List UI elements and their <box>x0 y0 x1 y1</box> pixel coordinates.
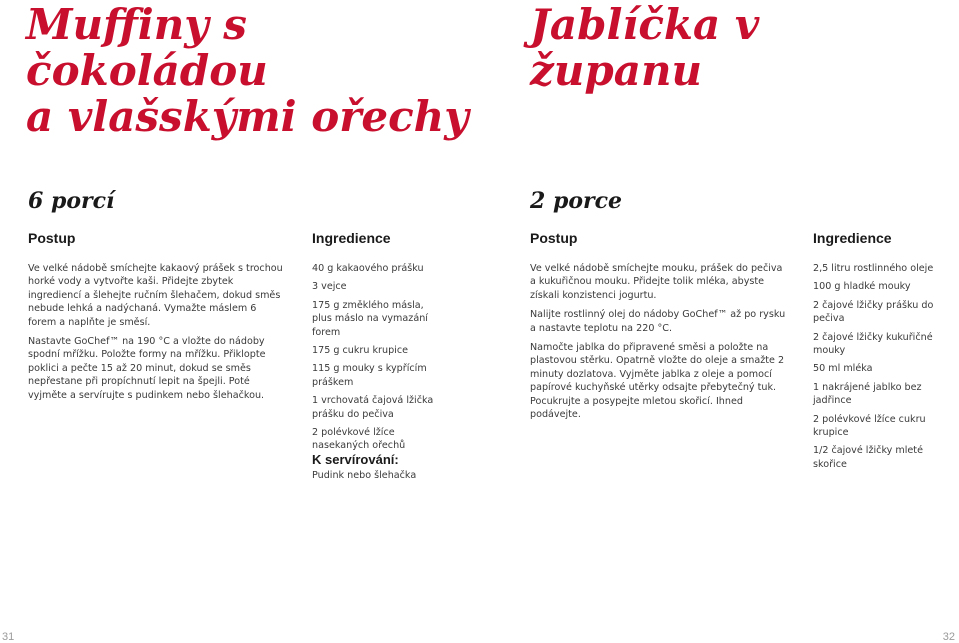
ingredient-item: 175 g cukru krupice <box>312 345 408 357</box>
ingredients-list <box>813 262 939 476</box>
left-page <box>0 0 479 643</box>
ingredient-item: 1/2 čajové lžičky mleté skořice <box>813 445 923 470</box>
method-steps <box>28 262 286 408</box>
page-number: 32 <box>942 631 955 643</box>
method-step: Ve velké nádobě smíchejte kakaový prášek s trochou horké vody a vytvořte kaši. Přidejte zbytek ingrediencí a šlehejte ručním šlehačem, dokud směs nebude lehká a nadýchaná. Vymažte máslem 6 forem a naplňte je směsí. <box>28 263 283 328</box>
page-number: 31 <box>2 631 15 643</box>
ingredient-item: 175 g změklého másla, plus máslo na vymazání forem <box>312 299 428 338</box>
method-step: Nalijte rostlinný olej do nádoby GoChef™ až po rysku a nastavte teplotu na 220 °C. <box>530 309 786 334</box>
portions-label: 2 porce <box>530 188 623 214</box>
recipe-title <box>530 2 759 94</box>
ingredient-item: 100 g hladké mouky <box>813 281 911 293</box>
ingredient-item: 40 g kakaového prášku <box>312 263 424 274</box>
ingredient-item: 2,5 litru rostlinného oleje <box>813 263 934 274</box>
right-page <box>480 0 959 643</box>
title-line: a vlašskými ořechy <box>26 92 469 142</box>
title-line: Muffiny s <box>26 0 247 49</box>
ingredient-item: 2 čajové lžičky kukuřičné mouky <box>813 331 933 357</box>
ingredient-item: 1 nakrájené jablko bez jadřince <box>813 381 922 407</box>
portions-label: 6 porcí <box>28 188 115 214</box>
serving-heading: K servírování: <box>312 452 399 467</box>
method-step: Ve velké nádobě smíchejte mouku, prášek do pečiva a kukuřičnou mouku. Přidejte tolik mléka, abyste získali konzistenci jogurtu. <box>530 263 783 301</box>
method-step: Nastavte GoChef™ na 190 °C a vložte do nádoby spodní mřížku. Položte formy na mřížku. Přiklopte poklici a pečte 15 až 20 minut, dokud se směs nepřestane při propíchnutí lepit na špejli. Poté vyjměte a servírujte s pudinkem nebo šlehačkou. <box>28 336 266 401</box>
ingredient-item: 2 polévkové lžíce nasekaných ořechů <box>312 427 406 452</box>
serving-text: Pudink nebo šlehačka <box>312 470 417 481</box>
ingredients-list <box>312 262 434 458</box>
method-heading: Postup <box>530 230 578 246</box>
ingredient-item: 2 polévkové lžíce cukru krupice <box>813 413 926 439</box>
ingredients-heading: Ingredience <box>312 230 391 246</box>
title-line: županu <box>530 46 703 96</box>
title-line: Jablíčka v <box>530 0 760 49</box>
ingredient-item: 2 čajové lžičky prášku do pečiva <box>813 299 934 325</box>
ingredient-item: 115 g mouky s kypřícím práškem <box>312 363 427 388</box>
method-steps <box>530 262 788 427</box>
recipe-title <box>26 2 469 141</box>
ingredient-item: 50 ml mléka <box>813 363 873 375</box>
title-line: čokoládou <box>26 46 268 96</box>
method-step: Namočte jablka do připravené směsi a položte na plastovou stěrku. Opatrně vložte do oleje a smažte 2 minuty dozlatova. Vyjměte jablka z oleje a pomocí papírové kuchyňské utěrky odsajte přebytečný tuk. Pocukrujte a posypejte mletou skořicí. Ihned podávejte. <box>530 342 785 421</box>
method-heading: Postup <box>28 230 76 246</box>
ingredient-item: 1 vrchovatá čajová lžička prášku do pečiva <box>312 395 434 420</box>
ingredients-heading: Ingredience <box>813 230 892 246</box>
ingredient-item: 3 vejce <box>312 281 347 293</box>
